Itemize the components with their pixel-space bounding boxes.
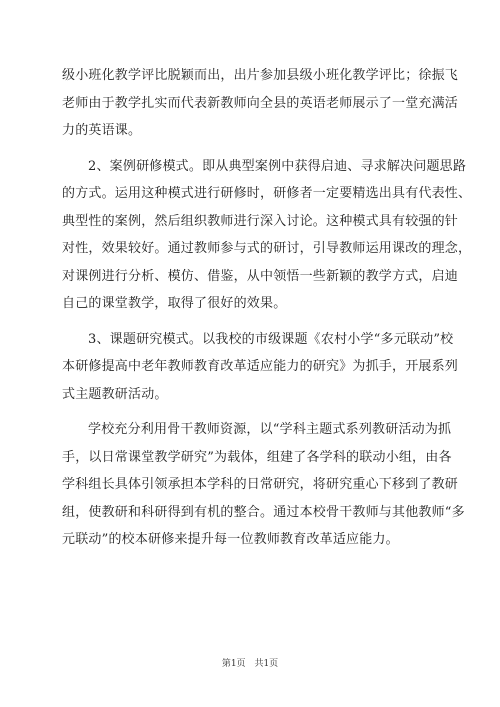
paragraph-1 (62, 62, 459, 145)
text-line: 自己的课堂教学，取得了很好的效果。 (62, 296, 287, 311)
text-line: 学校充分利用骨干教师资源，以“学科主题式系列教研活动为抓 (88, 422, 452, 437)
text-line: 本研修提高中老年教师教育改革适应能力的研究》为抓手，开展系列 (62, 359, 459, 374)
text-line: 2、案例研修模式。即从典型案例中获得启迪、寻求解决问题思路 (88, 158, 467, 174)
text-line: 老师由于教学扎实而代表新教师向全县的英语老师展示了一堂充满活 (62, 95, 459, 111)
current-page-number: 第1页 (221, 659, 246, 669)
text-line: 力的英语课。 (62, 123, 142, 138)
document-body (62, 62, 472, 554)
paragraph-3 (62, 326, 459, 409)
page-footer (0, 656, 500, 669)
paragraph-4 (62, 416, 465, 554)
text-line: 组，使教研和科研得到有机的整合。通过本校骨干教师与其他教师“多 (62, 504, 465, 520)
text-line: 的方式。运用这种模式进行研修时，研修者一定要精选出具有代表性、 (62, 186, 472, 201)
total-pages: 共1页 (254, 659, 279, 669)
paragraph-2 (62, 153, 472, 318)
text-line: 级小班化教学评比脱颖而出，出片参加县级小班化教学评比；徐振飞 (62, 68, 459, 83)
text-line: 元联动”的校本研修来提升每一位教师教育改革适应能力。 (62, 532, 399, 547)
text-line: 3、课题研究模式。以我校的市级课题《农村小学“多元联动”校 (88, 331, 454, 347)
text-line: 对性，效果较好。通过教师参与式的研讨，引导教师运用课改的理念， (62, 241, 472, 256)
text-line: 对课例进行分析、模仿、借鉴，从中领悟一些新颖的教学方式，启迪 (62, 268, 459, 284)
text-line: 手，以日常课堂教学研究”为载体，组建了各学科的联动小组，由各 (62, 449, 452, 465)
text-line: 式主题教研活动。 (62, 386, 168, 402)
text-line: 典型性的案例，然后组织教师进行深入讨论。这种模式具有较强的针 (62, 213, 459, 229)
text-line: 学科组长具体引领承担本学科的日常研究，将研究重心下移到了教研 (62, 477, 459, 492)
